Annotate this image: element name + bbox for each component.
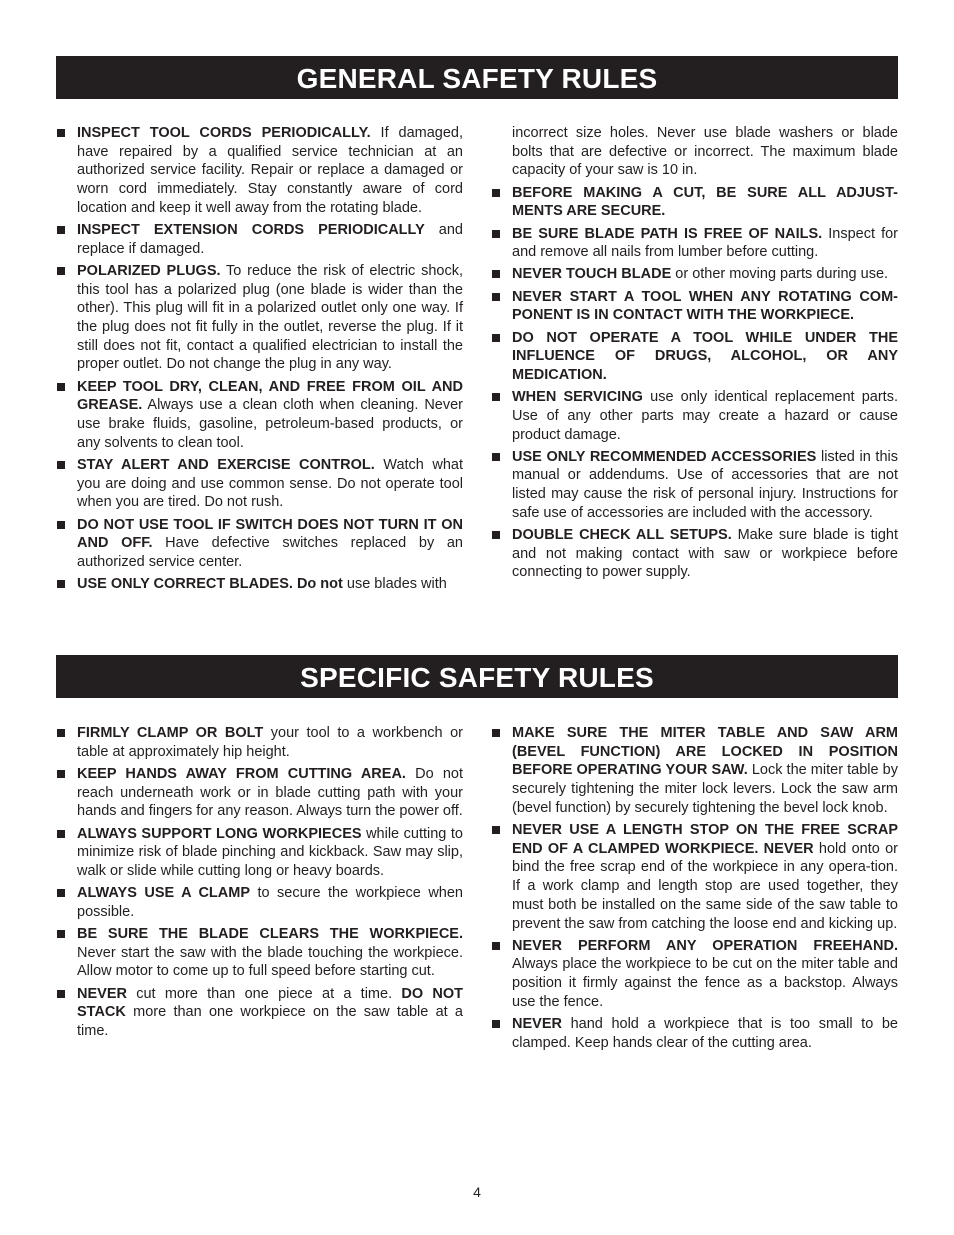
rule-item: NEVER cut more than one piece at a time. DO NOT STACK more than one workpiece on the saw table at a time. bbox=[56, 985, 463, 1041]
rule-item: BE SURE THE BLADE CLEARS THE WORKPIECE. Never start the saw with the blade touching the workpiece. Allow motor to come up to full speed before starting cut. bbox=[56, 925, 463, 981]
rule-item: USE ONLY CORRECT BLADES. Do not use blades with bbox=[56, 575, 463, 594]
square-bullet-icon bbox=[57, 383, 65, 391]
square-bullet-icon bbox=[492, 453, 500, 461]
rule-item: DO NOT OPERATE A TOOL WHILE UNDER THE INFLUENCE OF DRUGS, ALCOHOL, OR ANY MEDICATION. bbox=[491, 329, 898, 385]
rule-item: NEVER hand hold a workpiece that is too small to be clamped. Keep hands clear of the cutting area. bbox=[491, 1015, 898, 1052]
square-bullet-icon bbox=[492, 531, 500, 539]
rule-item: POLARIZED PLUGS. To reduce the risk of electric shock, this tool has a polarized plug (one blade is wider than the other). This plug will fit in a polarized outlet only one way. If the plug does not fit fully in the outlet, reverse the plug. If it still does not fit, contact a qualified electrician to install the proper outlet. Do not change the plug in any way. bbox=[56, 262, 463, 374]
rule-item: WHEN SERVICING use only identical replacement parts. Use of any other parts may create a hazard or cause product damage. bbox=[491, 388, 898, 444]
square-bullet-icon bbox=[492, 942, 500, 950]
square-bullet-icon bbox=[492, 729, 500, 737]
square-bullet-icon bbox=[492, 826, 500, 834]
rule-item: NEVER TOUCH BLADE or other moving parts during use. bbox=[491, 265, 898, 284]
square-bullet-icon bbox=[57, 267, 65, 275]
square-bullet-icon bbox=[492, 230, 500, 238]
square-bullet-icon bbox=[492, 1020, 500, 1028]
rule-item: NEVER USE A LENGTH STOP ON THE FREE SCRAP END OF A CLAMPED WORKPIECE. NEVER hold onto or bind the free scrap end of the workpiece in any opera-tion. If a work clamp and length stop are used together, they must both be installed on the same side of the saw table to prevent the saw from catching the loose end and kicking up. bbox=[491, 821, 898, 933]
square-bullet-icon bbox=[57, 461, 65, 469]
rule-item: INSPECT EXTENSION CORDS PERIODICALLY and replace if damaged. bbox=[56, 221, 463, 258]
rule-item: STAY ALERT AND EXERCISE CONTROL. Watch what you are doing and use common sense. Do not operate tool when you are tired. Do not rush. bbox=[56, 456, 463, 512]
rule-item: KEEP HANDS AWAY FROM CUTTING AREA. Do not reach underneath work or in blade cutting path with your hands and fingers for any reason. Always turn the power off. bbox=[56, 765, 463, 821]
rule-item: FIRMLY CLAMP OR BOLT your tool to a workbench or table at approximately hip height. bbox=[56, 724, 463, 761]
specific-rules-left-column bbox=[56, 724, 463, 1044]
rule-item: DO NOT USE TOOL IF SWITCH DOES NOT TURN IT ON AND OFF. Have defective switches replaced by an authorized service center. bbox=[56, 516, 463, 572]
square-bullet-icon bbox=[57, 830, 65, 838]
rule-item: DOUBLE CHECK ALL SETUPS. Make sure blade is tight and not making contact with saw or workpiece before connecting to power supply. bbox=[491, 526, 898, 582]
square-bullet-icon bbox=[57, 930, 65, 938]
rule-item: BEFORE MAKING A CUT, BE SURE ALL ADJUST-MENTS ARE SECURE. bbox=[491, 184, 898, 221]
rule-item: MAKE SURE THE MITER TABLE AND SAW ARM (BEVEL FUNCTION) ARE LOCKED IN POSITION BEFORE OPERATING YOUR SAW. Lock the miter table by securely tightening the miter lock levers. Lock the saw arm (bevel function) by securely tightening the bevel lock knob. bbox=[491, 724, 898, 818]
square-bullet-icon bbox=[57, 889, 65, 897]
rule-item: BE SURE BLADE PATH IS FREE OF NAILS. Inspect for and remove all nails from lumber before cutting. bbox=[491, 225, 898, 262]
square-bullet-icon bbox=[57, 770, 65, 778]
rule-item: NEVER START A TOOL WHEN ANY ROTATING COM-PONENT IS IN CONTACT WITH THE WORKPIECE. bbox=[491, 288, 898, 325]
square-bullet-icon bbox=[492, 270, 500, 278]
rule-item: KEEP TOOL DRY, CLEAN, AND FREE FROM OIL AND GREASE. Always use a clean cloth when cleaning. Never use brake fluids, gasoline, petroleum-based products, or any solvents to clean tool. bbox=[56, 378, 463, 453]
general-safety-rules-banner: GENERAL SAFETY RULES bbox=[56, 56, 898, 99]
general-rules-left-column bbox=[56, 124, 463, 597]
rule-item: INSPECT TOOL CORDS PERIODICALLY. If damaged, have repaired by a qualified service technician at an authorized service facility. Repair or replace a damaged or worn cord immediately. Stay constantly aware of cord location and keep it well away from the rotating blade. bbox=[56, 124, 463, 218]
rule-item: NEVER PERFORM ANY OPERATION FREEHAND. Always place the workpiece to be cut on the miter table and position it firmly against the fence as a backstop. Always use the fence. bbox=[491, 937, 898, 1012]
specific-rules-right-column bbox=[491, 724, 898, 1056]
square-bullet-icon bbox=[57, 226, 65, 234]
rule-item: ALWAYS USE A CLAMP to secure the workpiece when possible. bbox=[56, 884, 463, 921]
square-bullet-icon bbox=[57, 729, 65, 737]
square-bullet-icon bbox=[57, 521, 65, 529]
square-bullet-icon bbox=[57, 990, 65, 998]
square-bullet-icon bbox=[57, 580, 65, 588]
rule-item-continuation: incorrect size holes. Never use blade washers or blade bolts that are defective or incorrect. The maximum blade capacity of your saw is 10 in. bbox=[512, 125, 898, 179]
specific-safety-rules-banner: SPECIFIC SAFETY RULES bbox=[56, 655, 898, 698]
square-bullet-icon bbox=[492, 189, 500, 197]
square-bullet-icon bbox=[57, 129, 65, 137]
general-rules-right-column bbox=[491, 124, 898, 586]
rule-item: ALWAYS SUPPORT LONG WORKPIECES while cutting to minimize risk of blade pinching and kickback. Saw may slip, walk or slide while cutting long or heavy boards. bbox=[56, 825, 463, 881]
rule-item: USE ONLY RECOMMENDED ACCESSORIES listed in this manual or addendums. Use of accessories that are not listed may cause the risk of personal injury. Instructions for safe use of accessories are included with the accessory. bbox=[491, 448, 898, 523]
square-bullet-icon bbox=[492, 334, 500, 342]
square-bullet-icon bbox=[492, 393, 500, 401]
page-number: 4 bbox=[473, 1184, 481, 1200]
square-bullet-icon bbox=[492, 293, 500, 301]
